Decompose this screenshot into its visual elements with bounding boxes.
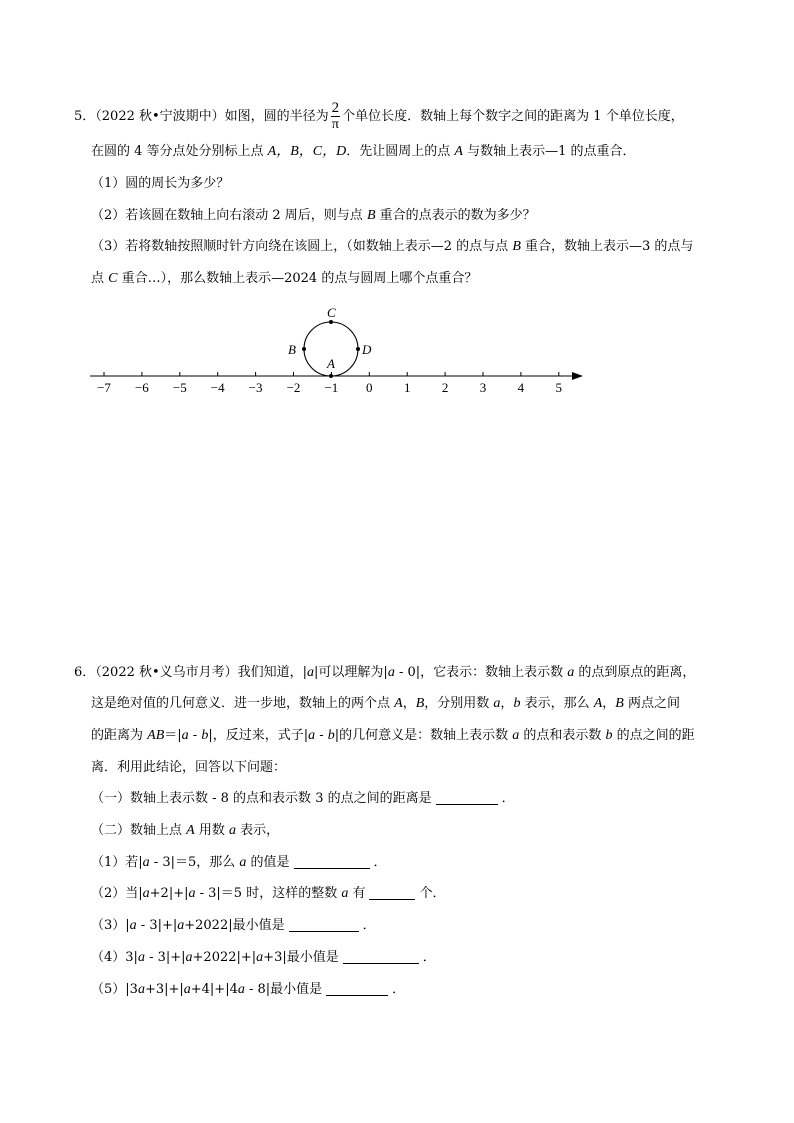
q5-text: 重合…），那么数轴上表示—2024 的点与圆周上哪个点重合？ bbox=[117, 271, 478, 286]
q6-text: （4）3| bbox=[91, 950, 138, 965]
answer-blank[interactable] bbox=[436, 790, 498, 805]
q6-text: 用数 bbox=[194, 823, 229, 838]
label-C: C bbox=[327, 305, 336, 320]
answer-blank[interactable] bbox=[289, 917, 359, 932]
q5-text: 重合，数轴上表示—3 的点与 bbox=[520, 239, 694, 254]
q6-var: a bbox=[307, 665, 315, 680]
q6-line-3 bbox=[91, 726, 695, 746]
q6-text: （2）当| bbox=[91, 886, 143, 901]
q6-text: - bbox=[188, 728, 202, 743]
q6-text: - 3|+| bbox=[136, 918, 178, 933]
q6-sub-5 bbox=[91, 980, 405, 1000]
q6-var: a bbox=[239, 855, 247, 870]
q6-var: B bbox=[415, 696, 425, 711]
q6-text: - 3|＝5，那么 bbox=[149, 855, 240, 870]
q6-var: a bbox=[493, 696, 501, 711]
q5-sub-1: （1）圆的周长为多少？ bbox=[91, 176, 230, 191]
q6-text: ， bbox=[500, 696, 514, 711]
q6-text: 6．（2022 秋•义乌市月考）我们知道，| bbox=[74, 665, 308, 680]
q5-text: 个单位长度．数轴上每个数字之间的距离为 1 个单位长度， bbox=[342, 109, 684, 124]
tick-label: 1 bbox=[403, 380, 411, 395]
axis-arrow bbox=[572, 372, 583, 380]
q5-text: ．先让圆周上的点 bbox=[346, 144, 455, 159]
q6-text: |的几何意义是：数轴上表示数 bbox=[334, 728, 513, 743]
q6-var: a bbox=[387, 665, 395, 680]
q6-text: 的点之间的距 bbox=[612, 728, 695, 743]
q6-var: AB bbox=[147, 728, 165, 743]
q6-text: 的点和表示数 bbox=[519, 728, 606, 743]
q6-text: 个． bbox=[419, 886, 446, 901]
q6-var: a bbox=[567, 665, 575, 680]
tick-label: 0 bbox=[366, 380, 373, 395]
q6-text: 表示， bbox=[235, 823, 280, 838]
q6-var: a bbox=[185, 950, 193, 965]
q5-var: B bbox=[512, 239, 521, 254]
q5-text: 重合的点表示的数为多少？ bbox=[375, 208, 536, 223]
q6-text: （二）数轴上点 bbox=[91, 823, 187, 838]
q6-sub-2 bbox=[91, 884, 446, 904]
q6-sub-1 bbox=[91, 853, 387, 873]
tick-label: 3 bbox=[479, 380, 487, 395]
q6-var: B bbox=[615, 696, 624, 711]
q6-text: |可以理解为| bbox=[314, 665, 388, 680]
q6-var: a bbox=[256, 950, 264, 965]
q6-var: b bbox=[605, 728, 613, 743]
q6-text: ， bbox=[602, 696, 616, 711]
q6-text: ． bbox=[362, 918, 376, 933]
q6-var: a bbox=[129, 918, 137, 933]
q6-text: 的值是 bbox=[246, 855, 290, 870]
tick-label: −1 bbox=[324, 380, 339, 395]
q6-sub-4 bbox=[91, 948, 436, 968]
q5-var: B bbox=[366, 208, 376, 223]
q6-text: - 3|＝5 时，这样的整数 bbox=[195, 886, 342, 901]
q6-text: - 3|+| bbox=[144, 950, 186, 965]
q6-text: +3|+| bbox=[144, 982, 184, 997]
tick-label: −2 bbox=[286, 380, 301, 395]
q5-text: 在圆的 4 等分点处分别标上点 bbox=[91, 144, 268, 159]
q6-text: - bbox=[315, 728, 328, 743]
q6-line-4: 离．利用此结论，回答以下问题： bbox=[91, 760, 287, 775]
q6-text: 有 bbox=[348, 886, 366, 901]
label-A: A bbox=[327, 356, 335, 371]
q5-text: 点 bbox=[91, 271, 109, 286]
q6-text: （1）若| bbox=[91, 855, 143, 870]
tick-label: 2 bbox=[441, 380, 449, 395]
q6-var: A bbox=[394, 696, 403, 711]
q6-var: a bbox=[308, 728, 316, 743]
q5-var: C bbox=[108, 271, 118, 286]
q6-text: ． bbox=[373, 855, 387, 870]
point-D bbox=[356, 347, 360, 351]
q6-var: a bbox=[137, 982, 145, 997]
q6-line-1 bbox=[74, 663, 695, 683]
q6-var: b bbox=[513, 696, 521, 711]
q6-text: +2|+| bbox=[149, 886, 189, 901]
label-B: B bbox=[288, 342, 296, 357]
answer-blank[interactable] bbox=[294, 854, 370, 869]
tick-label: −6 bbox=[134, 380, 149, 395]
q6-var: A bbox=[593, 696, 603, 711]
q6-text: ． bbox=[422, 950, 436, 965]
q5-text: 5．（2022 秋•宁波期中）如图，圆的半径为 bbox=[74, 109, 329, 124]
q5-text: （3）若将数轴按照顺时针方向绕在该圆上，（如数轴上表示—2 的点与点 bbox=[91, 239, 513, 254]
tick-label: 5 bbox=[555, 380, 563, 395]
q6-text: ，分别用数 bbox=[424, 696, 494, 711]
q6-text: +4|+|4 bbox=[190, 982, 238, 997]
point-B bbox=[302, 347, 306, 351]
q6-var: a bbox=[137, 950, 145, 965]
q6-text: （5）|3 bbox=[91, 982, 138, 997]
q6-var: A bbox=[186, 823, 195, 838]
q6-text: |，反过来，式子| bbox=[208, 728, 309, 743]
q6-sub-3 bbox=[91, 916, 376, 936]
q6-line-2 bbox=[91, 694, 680, 714]
q6-var: a bbox=[142, 855, 150, 870]
q5-text: （2）若该圆在数轴上向右滚动 2 周后，则与点 bbox=[91, 208, 367, 223]
q6-var: a bbox=[237, 982, 245, 997]
q6-text: - 0|，它表示：数轴上表示数 bbox=[394, 665, 568, 680]
q6-text: 的点到原点的距离， bbox=[574, 665, 696, 680]
q6-text: （3）| bbox=[91, 918, 130, 933]
q6-var: a bbox=[142, 886, 150, 901]
q6-sub-one bbox=[91, 789, 515, 809]
q6-var: b bbox=[201, 728, 209, 743]
q6-var: a bbox=[512, 728, 520, 743]
tick-label: −4 bbox=[210, 380, 225, 395]
answer-blank[interactable] bbox=[326, 981, 388, 996]
answer-blank[interactable] bbox=[343, 949, 419, 964]
q5-var: A bbox=[454, 144, 463, 159]
q6-text: +2022|+| bbox=[192, 950, 257, 965]
q6-text: 两点之间 bbox=[623, 696, 680, 711]
tick-label: −7 bbox=[97, 380, 111, 395]
answer-blank[interactable] bbox=[369, 885, 415, 900]
tick-label: −3 bbox=[248, 380, 263, 395]
point-C bbox=[329, 320, 333, 324]
q6-var: a bbox=[181, 728, 189, 743]
q6-text: - 8|最小值是 bbox=[244, 982, 323, 997]
fraction-numerator: 2 bbox=[331, 100, 340, 116]
fraction-denominator: π bbox=[331, 117, 339, 132]
q6-text: ， bbox=[402, 696, 416, 711]
q6-text: +2022|最小值是 bbox=[184, 918, 285, 933]
q5-text: 与数轴上表示—1 的点重合． bbox=[462, 144, 636, 159]
q6-text: ＝| bbox=[164, 728, 182, 743]
number-line-figure bbox=[0, 0, 794, 420]
q6-var: a bbox=[188, 886, 196, 901]
tick-label: 4 bbox=[517, 380, 525, 395]
q6-text: ． bbox=[392, 982, 406, 997]
q6-var: b bbox=[327, 728, 335, 743]
q6-sub-two bbox=[91, 821, 279, 841]
q6-var: a bbox=[177, 918, 185, 933]
label-D: D bbox=[362, 342, 372, 357]
q6-text: +3|最小值是 bbox=[263, 950, 339, 965]
q6-var: a bbox=[228, 823, 236, 838]
q6-text: ． bbox=[501, 791, 515, 806]
point-A bbox=[329, 374, 333, 378]
q6-text: 表示，那么 bbox=[520, 696, 594, 711]
q6-text: 的距离为 bbox=[91, 728, 148, 743]
q6-text: （一）数轴上表示数 - 8 的点和表示数 3 的点之间的距离是 bbox=[91, 791, 432, 806]
q6-text: 这是绝对值的几何意义．进一步地，数轴上的两个点 bbox=[91, 696, 395, 711]
tick-label: −5 bbox=[172, 380, 187, 395]
q5-point-labels: A，B，C，D bbox=[267, 144, 347, 159]
q6-var: a bbox=[341, 886, 349, 901]
q6-var: a bbox=[183, 982, 191, 997]
